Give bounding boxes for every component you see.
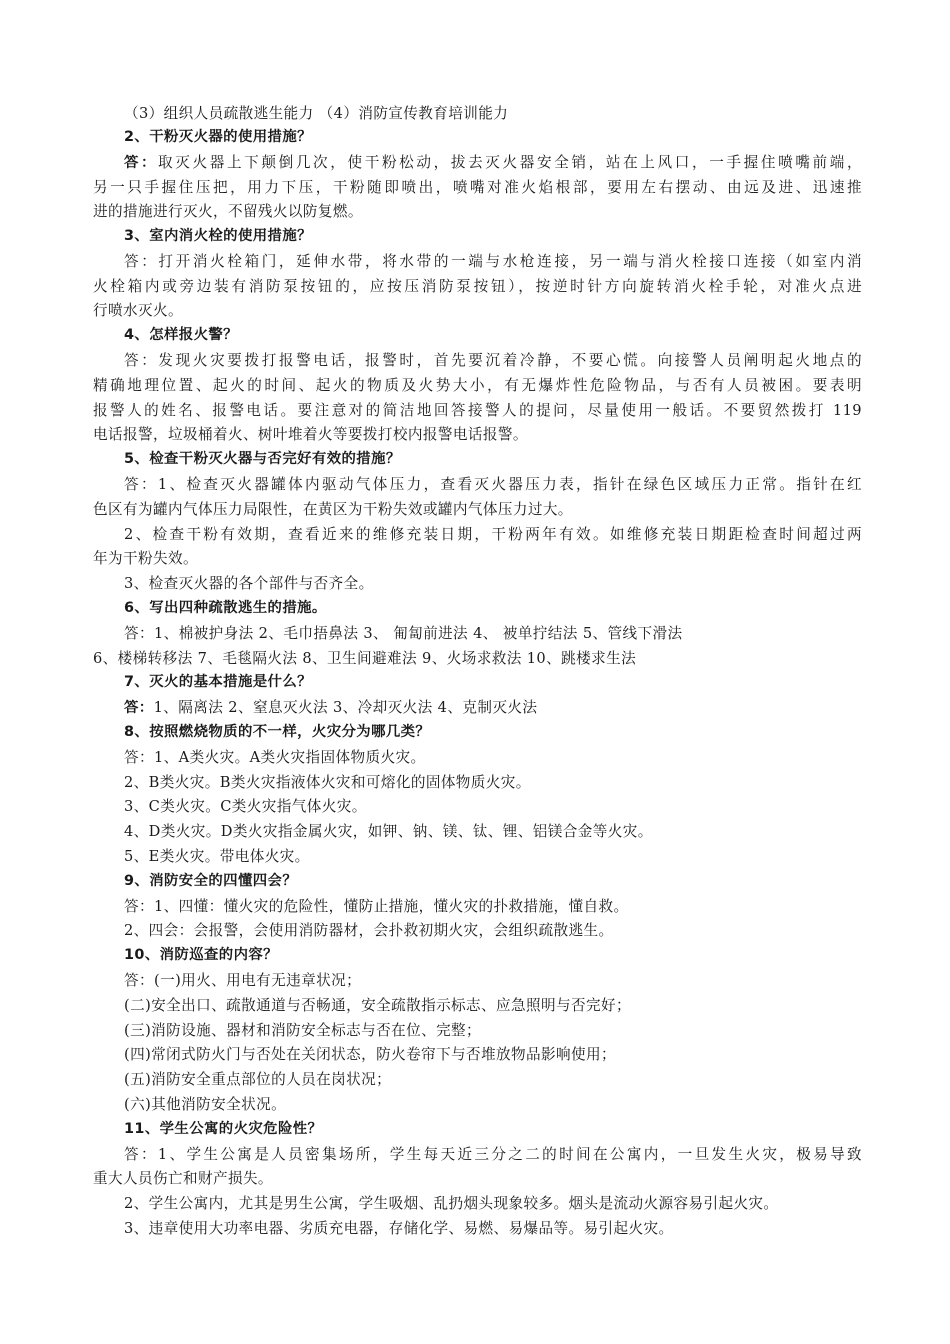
- text-line: 答：1、四懂：懂火灾的危险性，懂防止措施，懂火灾的扑救措施，懂自救。: [124, 898, 629, 915]
- text-line: 电话报警，垃圾桶着火、树叶堆着火等要拨打校内报警电话报警。: [93, 426, 528, 443]
- section-heading: 3、室内消火栓的使用措施？: [124, 228, 312, 244]
- text-line: 火栓箱内或旁边装有消防泵按钮的，应按压消防泵按钮），按逆时针方向旋转消火栓手轮，对准火点进: [93, 278, 862, 295]
- text-line: [124, 150, 862, 175]
- text-line: 答：1、学生公寓是人员密集场所，学生每天近三分之二的时间在公寓内，一旦发生火灾，极易导致: [124, 1146, 862, 1163]
- text-line: 色区有为罐内气体压力局限性，在黄区为干粉失效或罐内气体压力过大。: [93, 501, 573, 518]
- section-heading: 2、干粉灭火器的使用措施？: [124, 129, 312, 145]
- section-heading: 6、写出四种疏散逃生的措施。: [124, 600, 327, 616]
- answer-prefix: 答：: [124, 155, 159, 171]
- answer-text: 1、隔离法 2、窒息灭火法 3、冷却灭火法 4、克制灭火法: [153, 699, 538, 716]
- section-heading: 11、学生公寓的火灾危险性？: [124, 1121, 323, 1137]
- text-line: 行喷水灭火。: [93, 302, 183, 319]
- text-line: 答：发现火灾要拨打报警电话，报警时，首先要沉着冷静，不要心慌。向接警人员阐明起火地点的: [124, 352, 862, 369]
- section-heading: 5、检查干粉灭火器与否完好有效的措施？: [124, 451, 401, 467]
- text-line: (二)安全出口、疏散通道与否畅通，安全疏散指示标志、应急照明与否完好；: [124, 997, 631, 1014]
- section-heading: 10、消防巡查的内容？: [124, 947, 278, 963]
- text-line: 3、检查灭火器的各个部件与否齐全。: [124, 575, 374, 592]
- text-line: [124, 695, 862, 720]
- text-line: 年为干粉失效。: [93, 550, 198, 567]
- section-heading: 9、消防安全的四懂四会？: [124, 873, 298, 889]
- answer-text: 取灭火器上下颠倒几次，使干粉松动，拔去灭火器安全销，站在上风口，一手握住喷嘴前端，: [158, 154, 862, 171]
- text-line: 2、四会：会报警，会使用消防器材，会扑救初期火灾，会组织疏散逃生。: [124, 922, 614, 939]
- text-line: 5、E类火灾。带电体火灾。: [124, 848, 310, 865]
- section-heading: 4、怎样报火警？: [124, 327, 238, 343]
- text-line: 重大人员伤亡和财产损失。: [93, 1170, 273, 1187]
- text-line: 3、C类火灾。C类火灾指气体火灾。: [124, 798, 367, 815]
- section-heading: 7、灭火的基本措施是什么？: [124, 674, 312, 690]
- text-line: 3、违章使用大功率电器、劣质充电器，存储化学、易燃、易爆品等。易引起火灾。: [124, 1220, 674, 1237]
- text-line: 另一只手握住压把，用力下压，干粉随即喷出，喷嘴对准火焰根部，要用左右摆动、由远及进、迅速推: [93, 179, 862, 196]
- text-line: (六)其他消防安全状况。: [124, 1096, 287, 1113]
- answer-prefix: 答：: [124, 700, 154, 716]
- text-line: （3）组织人员疏散逃生能力 （4）消防宣传教育培训能力: [124, 105, 509, 122]
- text-line: (四)常闭式防火门与否处在关闭状态，防火卷帘下与否堆放物品影响使用；: [124, 1046, 616, 1063]
- text-line: 答：1、检查灭火器罐体内驱动气体压力，查看灭火器压力表，指针在绿色区域压力正常。指针在红: [124, 476, 862, 493]
- text-line: 答：1、A类火灾。A类火灾指固体物质火灾。: [124, 749, 426, 766]
- section-heading: 8、按照燃烧物质的不一样，火灾分为哪几类？: [124, 724, 431, 740]
- text-line: 报警人的姓名、报警电话。要注意对的简洁地回答接警人的提问，尽量使用一般话。不要贸然拨打 119: [93, 402, 862, 419]
- text-line: 2、检查干粉有效期，查看近来的维修充装日期，干粉两年有效。如维修充装日期距检查时间超过两: [124, 526, 862, 543]
- text-line: 2、B类火灾。B类火灾指液体火灾和可熔化的固体物质火灾。: [124, 774, 531, 791]
- text-line: 进的措施进行灭火，不留残火以防复燃。: [93, 203, 363, 220]
- text-line: 6、楼梯转移法 7、毛毯隔火法 8、卫生间避难法 9、火场求救法 10、跳楼求生法: [93, 650, 637, 667]
- text-line: 答：打开消火栓箱门，延伸水带，将水带的一端与水枪连接，另一端与消火栓接口连接（如室内消: [124, 253, 862, 270]
- text-line: (三)消防设施、器材和消防安全标志与否在位、完整；: [124, 1022, 482, 1039]
- text-line: (五)消防安全重点部位的人员在岗状况；: [124, 1071, 392, 1088]
- text-line: 2、学生公寓内，尤其是男生公寓，学生吸烟、乱扔烟头现象较多。烟头是流动火源容易引起火灾。: [124, 1195, 779, 1212]
- text-line: 精确地理位置、起火的时间、起火的物质及火势大小，有无爆炸性危险物品，与否有人员被困。要表明: [93, 377, 862, 394]
- text-line: 4、D类火灾。D类火灾指金属火灾，如钾、钠、镁、钛、锂、铝镁合金等火灾。: [124, 823, 653, 840]
- text-line: 答：(一)用火、用电有无违章状况；: [124, 972, 362, 989]
- text-line: 答：1、棉被护身法 2、毛巾捂鼻法 3、 匍匐前进法 4、 被单拧结法 5、管线下滑法: [124, 625, 683, 642]
